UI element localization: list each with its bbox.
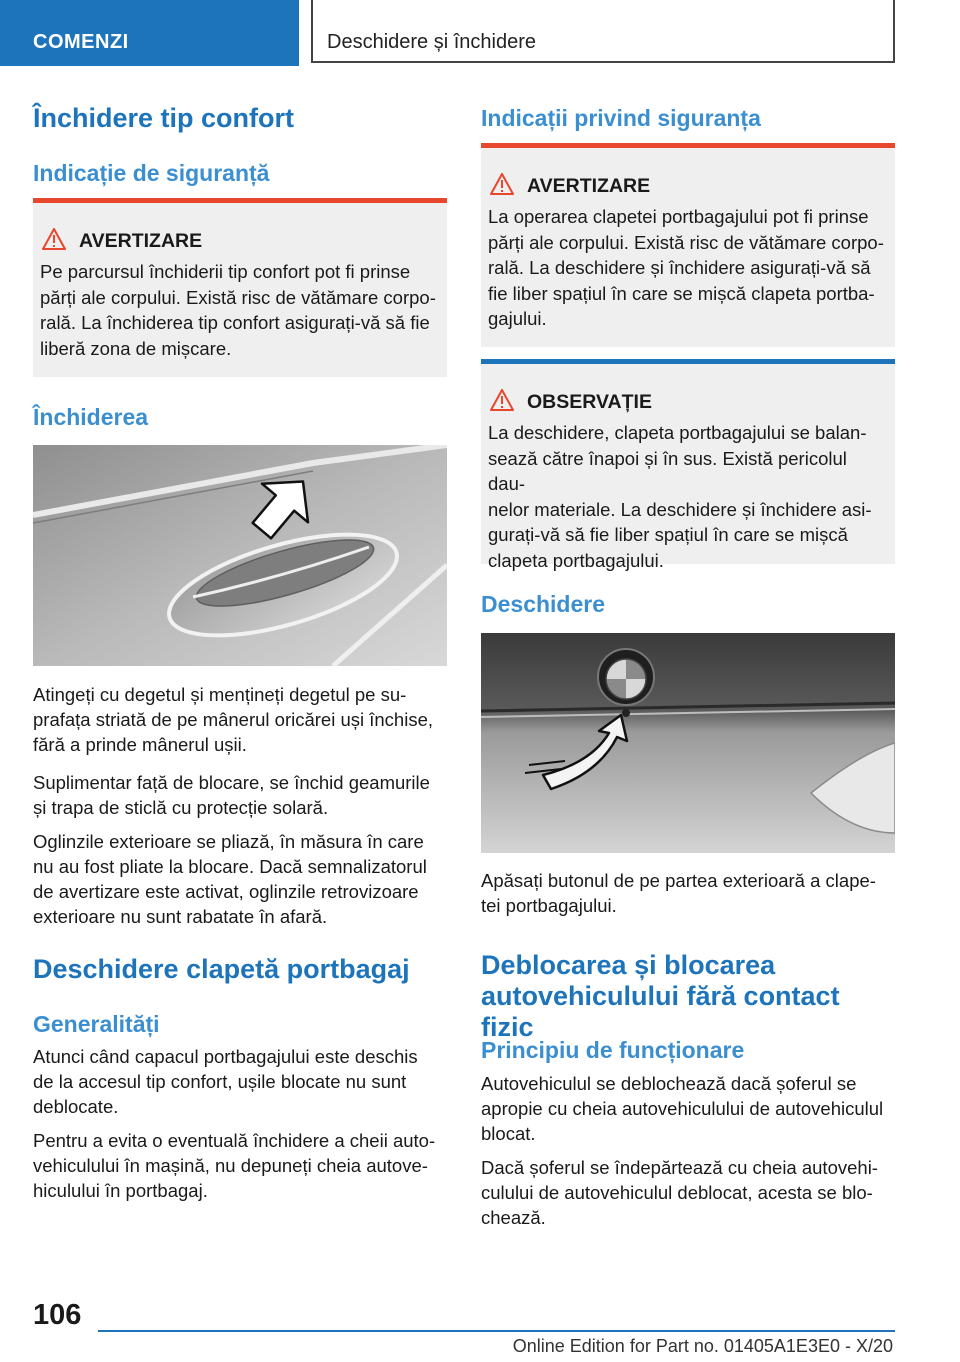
text-line: hiculului în portbagaj. — [33, 1180, 208, 1201]
text-line: Atingeți cu degetul și mențineți degetul pe su- — [33, 684, 407, 705]
text-line: gurați-vă să fie liber spațiul în care se mișcă — [488, 524, 848, 545]
text-line: La operarea clapetei portbagajului pot fi prinse — [488, 206, 869, 227]
safety-heading: Indicații privind siguranța — [481, 105, 761, 131]
door-handle-illustration — [33, 445, 447, 666]
notice-box-trunk — [481, 359, 895, 571]
warning-label: AVERTIZARE — [79, 230, 203, 252]
text-line: culului de autovehiculul deblocat, acesta se blo- — [481, 1182, 873, 1203]
text-line: rală. La închiderea tip confort asigurați-vă să fie — [40, 312, 430, 333]
text-line: de avertizare este activat, oglinzile retrovizoare — [33, 881, 419, 902]
text-line: fără a prinde mânerul ușii. — [33, 734, 247, 755]
principle-paragraph-2 — [481, 1155, 878, 1230]
text-line: Pe parcursul închiderii tip confort pot fi prinse — [40, 261, 411, 282]
section-tab — [0, 0, 299, 66]
text-line: exterioare nu sunt rabatate în afară. — [33, 906, 328, 927]
text-line: vehiculului în mașină, nu depuneți cheia autove- — [33, 1155, 428, 1176]
chapter-tab — [311, 0, 895, 63]
warning-label: AVERTIZARE — [527, 175, 651, 197]
closing-paragraph-2 — [33, 770, 430, 820]
bmw-emblem-icon — [598, 649, 654, 705]
warning-triangle-icon — [490, 389, 514, 411]
chapter-label: Deschidere și închidere — [327, 31, 536, 53]
text-line: sează către înapoi și în sus. Există pericolul dau- — [488, 447, 847, 494]
warning-box-comfort — [33, 198, 447, 377]
text-line: Pentru a evita o eventuală închidere a cheii auto- — [33, 1130, 436, 1151]
text-line: și trapa de sticlă cu protecție solară. — [33, 797, 329, 818]
text-line: chează. — [481, 1207, 546, 1228]
section-label: COMENZI — [33, 31, 129, 53]
general-paragraph-1 — [33, 1044, 418, 1119]
text-line: părți ale corpului. Există risc de vătămare corpo- — [40, 286, 436, 308]
warning-triangle-icon — [490, 173, 514, 195]
text-line: blocat. — [481, 1123, 536, 1144]
text-line: rală. La deschidere și închidere asigurați-vă să — [488, 257, 871, 278]
notice-label: OBSERVAȚIE — [527, 391, 652, 413]
text-line: de la accesul tip confort, ușile blocate nu sunt — [33, 1071, 407, 1092]
footer-divider — [98, 1330, 895, 1332]
notice-text — [488, 420, 889, 573]
title-line: Deblocarea și blocarea — [481, 950, 776, 980]
text-line: Atunci când capacul portbagajului este deschis — [33, 1046, 418, 1067]
text-line: Suplimentar față de blocare, se închid geamurile — [33, 772, 430, 793]
text-line: deblocate. — [33, 1096, 119, 1117]
trunk-button-illustration — [481, 633, 895, 853]
warning-triangle-icon — [42, 228, 66, 250]
trunk-button-figure — [481, 633, 895, 853]
warning-box-trunk — [481, 143, 895, 347]
text-line: La deschidere, clapeta portbagajului se balan- — [488, 422, 867, 443]
general-paragraph-2 — [33, 1128, 435, 1203]
warning-text — [40, 259, 441, 361]
safety-note-heading: Indicație de siguranță — [33, 160, 270, 186]
general-heading: Generalități — [33, 1011, 160, 1037]
text-line: nelor materiale. La deschidere și închidere asi- — [488, 498, 872, 520]
title-line: autovehiculului fără contact fizic — [481, 981, 840, 1042]
text-line: clapeta portbagajului. — [488, 549, 664, 571]
text-line: apropie cu cheia autovehiculului de autovehiculul — [481, 1098, 884, 1119]
principle-paragraph-1 — [481, 1071, 883, 1146]
text-line: nu au fost pliate la blocare. Dacă semnalizatorul — [33, 856, 427, 877]
edition-note: Online Edition for Part no. 01405A1E3E0 - X/20 — [512, 1336, 893, 1356]
principle-heading: Principiu de funcționare — [481, 1037, 745, 1063]
text-line: Oglinzile exterioare se pliază, în măsura în care — [33, 831, 424, 852]
page-number: 106 — [33, 1299, 82, 1331]
text-line: gajului. — [488, 308, 547, 329]
closing-heading: Închiderea — [33, 404, 149, 430]
text-line: tei portbagajului. — [481, 895, 617, 916]
closing-paragraph-3 — [33, 829, 427, 929]
text-line: fie liber spațiul în care se mișcă clapeta portba- — [488, 282, 875, 304]
warning-text — [488, 204, 889, 332]
opening-paragraph — [481, 868, 876, 918]
closing-paragraph-1 — [33, 682, 433, 757]
comfort-closing-title: Închidere tip confort — [33, 103, 295, 133]
text-line: Dacă șoferul se îndepărtează cu cheia autovehi- — [481, 1157, 878, 1178]
text-line: Autovehiculul se deblochează dacă șoferul se — [481, 1073, 857, 1094]
text-line: liberă zona de mișcare. — [40, 337, 232, 359]
trunk-opening-title: Deschidere clapetă portbagaj — [33, 954, 410, 984]
door-handle-figure — [33, 445, 447, 666]
opening-heading: Deschidere — [481, 591, 606, 617]
text-line: părți ale corpului. Există risc de vătămare corpo- — [488, 231, 884, 253]
keyless-title — [481, 950, 895, 1043]
text-line: Apăsați butonul de pe partea exterioară a clape- — [481, 870, 876, 891]
text-line: prafața striată de pe mânerul oricărei uși închise, — [33, 709, 434, 730]
